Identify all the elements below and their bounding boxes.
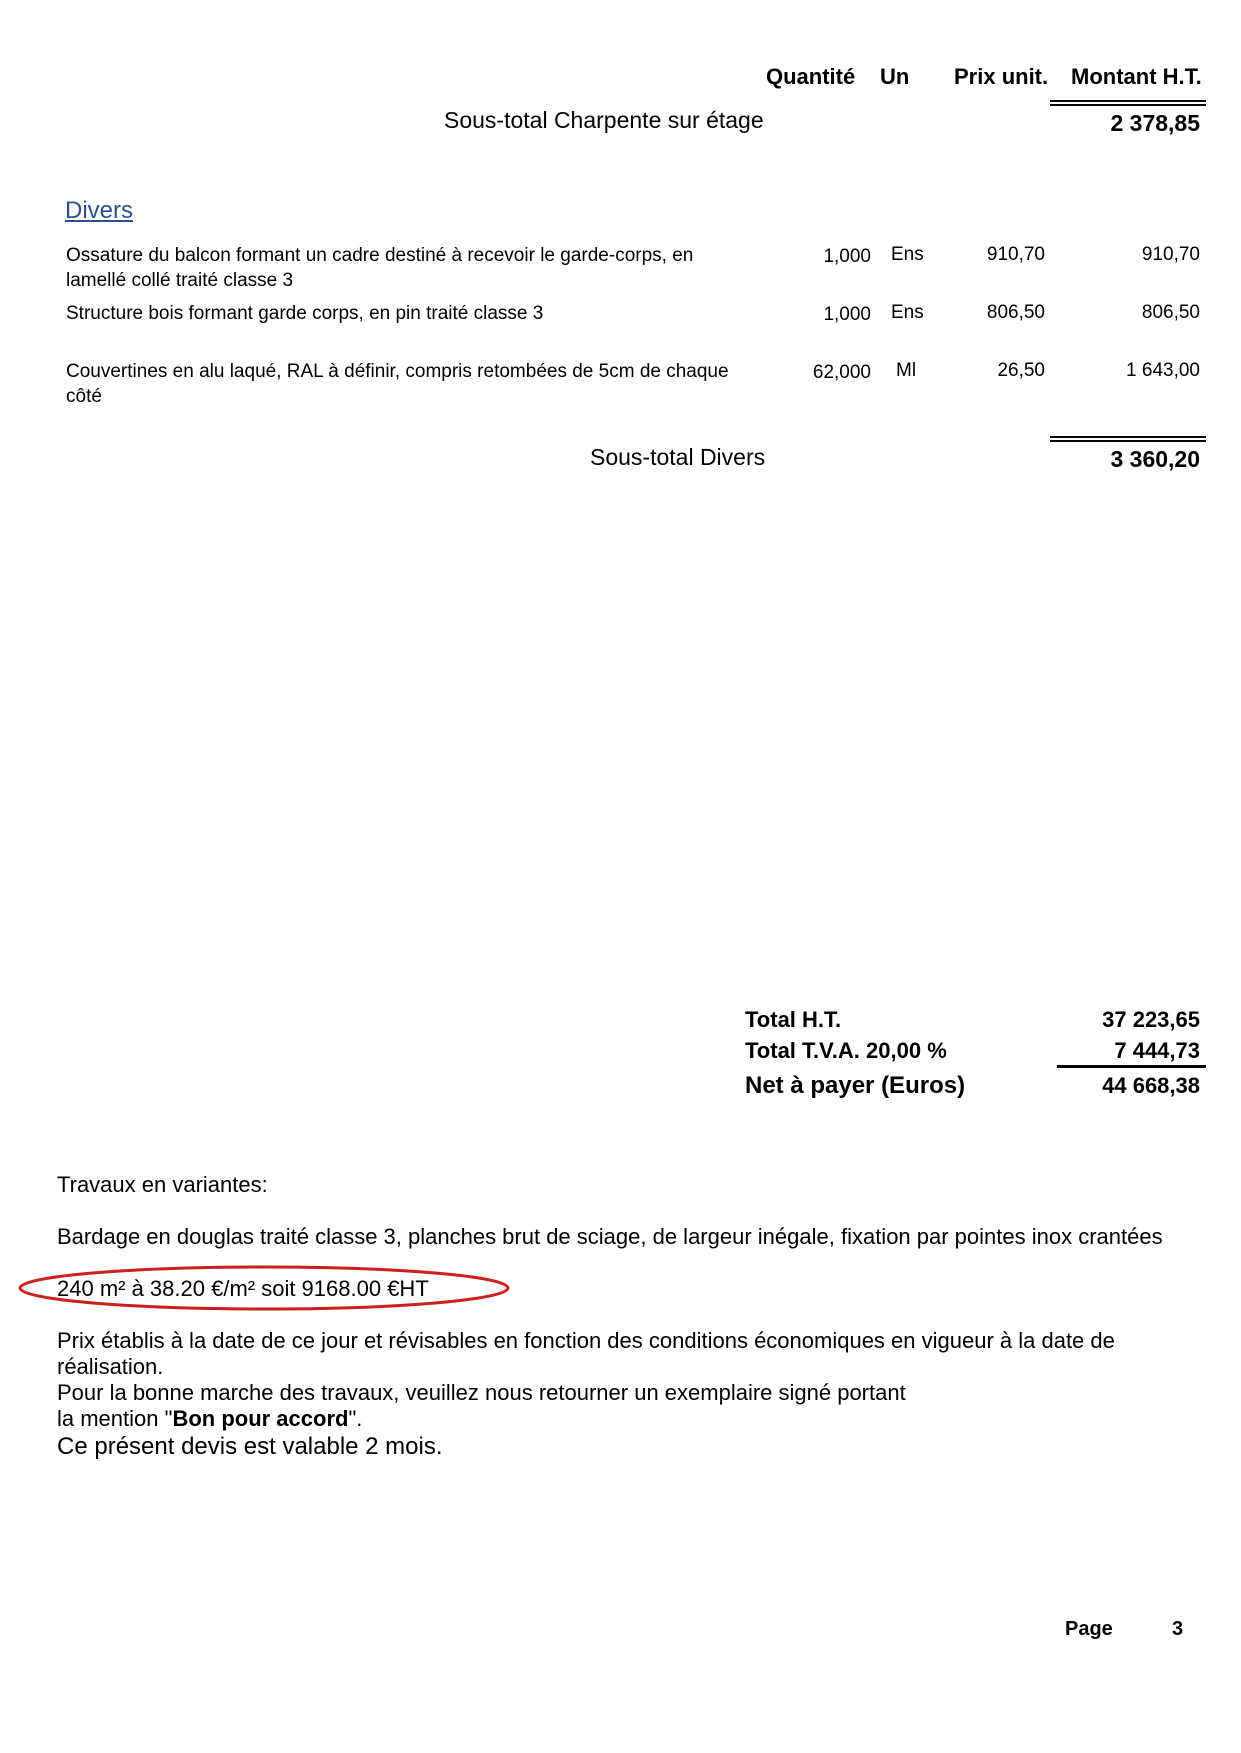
header-amount: Montant H.T. xyxy=(1071,64,1202,89)
variants-title: Travaux en variantes: xyxy=(57,1172,268,1197)
subtotal-charpente-label: Sous-total Charpente sur étage xyxy=(444,107,764,133)
subtotal-charpente-rule xyxy=(1050,100,1206,106)
total-tva-value: 7 444,73 xyxy=(1114,1038,1200,1063)
net-a-payer-label: Net à payer (Euros) xyxy=(745,1072,966,1099)
variants-description: Bardage en douglas traité classe 3, planches brut de sciage, de largeur inégale, fixation par pointes inox crantées xyxy=(57,1224,1163,1249)
notes-mention-bold: Bon pour accord xyxy=(172,1406,349,1431)
net-a-payer-value: 44 668,38 xyxy=(1102,1073,1200,1098)
header-unit: Un xyxy=(880,64,910,89)
section-title-divers: Divers xyxy=(65,197,134,224)
divers-row-3-qty: 62,000 xyxy=(812,362,871,383)
variants-price-line: 240 m² à 38.20 €/m² soit 9168.00 €HT xyxy=(57,1276,429,1301)
divers-row-3-amount: 1 643,00 xyxy=(1126,360,1200,381)
header-unit-price: Prix unit. xyxy=(954,64,1049,89)
divers-row-1-unit: Ens xyxy=(891,244,924,265)
highlight-ellipse xyxy=(16,1264,512,1312)
footer-page-number: 3 xyxy=(1172,1618,1184,1640)
subtotal-divers-label: Sous-total Divers xyxy=(590,444,766,470)
divers-row-2-amount: 806,50 xyxy=(1141,302,1200,323)
totals-rule xyxy=(1057,1065,1206,1068)
total-ht-value: 37 223,65 xyxy=(1102,1007,1200,1032)
divers-row-3-unit: Ml xyxy=(896,360,917,381)
divers-row-2-description: Structure bois formant garde corps, en pin traité classe 3 xyxy=(66,303,544,324)
header-quantite: Quantité xyxy=(766,64,856,89)
divers-row-2-unit: Ens xyxy=(891,302,924,323)
subtotal-divers-rule xyxy=(1050,436,1206,442)
notes-validity: Ce présent devis est valable 2 mois. xyxy=(57,1433,443,1460)
footer-page-label: Page xyxy=(1065,1618,1113,1640)
notes-mention-suffix: ". xyxy=(348,1406,363,1431)
divers-row-3-description: Couvertines en alu laqué, RAL à définir, compris retombées de 5cm de chaque côté xyxy=(66,361,729,407)
notes-return-instruction: Pour la bonne marche des travaux, veuillez nous retourner un exemplaire signé portant xyxy=(57,1380,906,1405)
divers-row-2-qty: 1,000 xyxy=(823,304,871,325)
divers-row-1-amount: 910,70 xyxy=(1141,244,1200,265)
total-tva-label: Total T.V.A. 20,00 % xyxy=(745,1038,947,1063)
divers-row-1-qty: 1,000 xyxy=(823,246,871,267)
notes-mention xyxy=(57,1406,362,1432)
notes-mention-prefix: la mention " xyxy=(57,1406,173,1431)
subtotal-charpente-amount: 2 378,85 xyxy=(1110,110,1200,136)
divers-row-3-price: 26,50 xyxy=(997,360,1045,381)
divers-row-1-description: Ossature du balcon formant un cadre destiné à recevoir le garde-corps, en lamellé collé traité classe 3 xyxy=(66,245,694,291)
divers-row-1-price: 910,70 xyxy=(986,244,1045,265)
subtotal-divers-amount: 3 360,20 xyxy=(1110,446,1200,472)
divers-row-2-price: 806,50 xyxy=(986,302,1045,323)
total-ht-label: Total H.T. xyxy=(745,1007,842,1032)
notes-conditions: Prix établis à la date de ce jour et révisables en fonction des conditions économiques en vigueur à la date de réalisation. xyxy=(57,1328,1115,1379)
